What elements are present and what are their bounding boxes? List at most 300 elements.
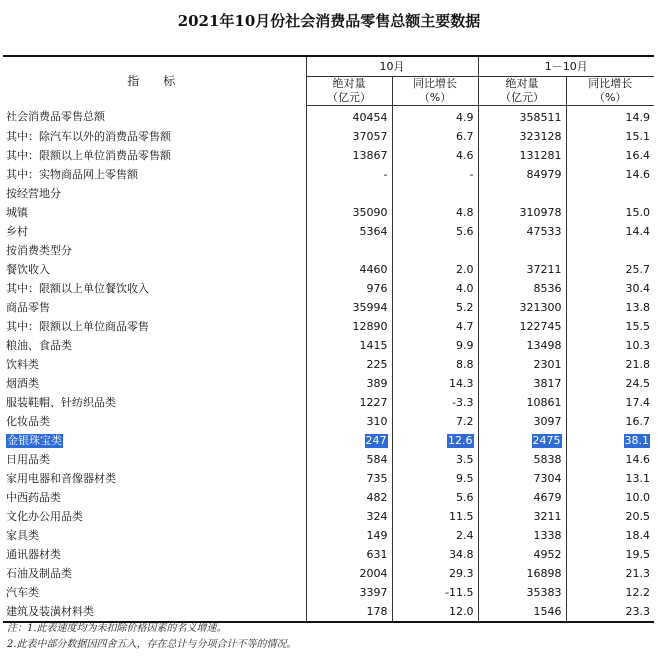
growth-oct-cell [392, 526, 478, 545]
value-oct-cell-value: 225 [366, 357, 388, 371]
growth-ytd-cell-value: 30.4 [625, 281, 650, 295]
table-row [3, 279, 654, 298]
value-oct-cell-value: 584 [366, 452, 388, 466]
value-oct-cell [306, 317, 392, 336]
growth-ytd-cell-value: 14.9 [625, 110, 650, 124]
growth-oct-cell [392, 469, 478, 488]
value-ytd-cell [478, 184, 566, 203]
growth-oct-cell [392, 222, 478, 241]
value-oct-cell-value: 3397 [359, 585, 388, 599]
row-label [3, 545, 306, 564]
growth-ytd-cell [566, 583, 654, 602]
row-label-text: 饮料类 [6, 357, 39, 371]
value-oct-cell [306, 507, 392, 526]
growth-oct-cell [392, 203, 478, 222]
value-ytd-cell [478, 260, 566, 279]
value-ytd-cell-value: 16898 [526, 566, 562, 580]
value-oct-cell-value: 1415 [359, 338, 388, 352]
row-label-text: 文化办公用品类 [6, 509, 83, 523]
row-label [3, 355, 306, 374]
value-oct-cell [306, 393, 392, 412]
row-label [3, 298, 306, 317]
growth-oct-cell-value: 12.0 [449, 604, 474, 618]
value-ytd-cell [478, 165, 566, 184]
growth-ytd-cell [566, 564, 654, 583]
row-label-text: 社会消费品零售总额 [6, 110, 105, 124]
growth-oct-cell-value: 6.7 [456, 129, 474, 143]
value-oct-cell-value: 178 [366, 604, 388, 618]
growth-oct-cell-value: 4.7 [456, 319, 474, 333]
value-oct-cell [306, 488, 392, 507]
value-ytd-cell [478, 298, 566, 317]
value-oct-cell [306, 355, 392, 374]
value-oct-cell-value: 35994 [352, 300, 388, 314]
growth-oct-cell [392, 106, 478, 128]
value-oct-cell [306, 602, 392, 622]
growth-ytd-cell-value: 16.7 [625, 414, 650, 428]
row-label [3, 203, 306, 222]
value-header-unit: （亿元） [500, 91, 544, 104]
table-row [3, 583, 654, 602]
row-label-text: 家用电器和音像器材类 [6, 471, 116, 485]
value-oct-cell [306, 106, 392, 128]
growth-ytd-cell [566, 260, 654, 279]
growth-oct-cell-value: 29.3 [449, 566, 474, 580]
table-row [3, 469, 654, 488]
value-header-oct [306, 77, 392, 106]
row-label [3, 106, 306, 128]
value-oct-cell [306, 165, 392, 184]
value-oct-cell [306, 127, 392, 146]
value-ytd-cell [478, 106, 566, 128]
value-oct-cell-value: 35090 [352, 205, 388, 219]
value-oct-cell-value: 482 [366, 490, 388, 504]
retail-sales-table [3, 55, 654, 623]
period-jan-oct-header: 1－10月 [478, 56, 654, 77]
growth-oct-cell [392, 298, 478, 317]
growth-ytd-cell-value: 15.1 [625, 129, 650, 143]
growth-oct-cell-value: 9.9 [456, 338, 474, 352]
value-oct-cell-value: 5364 [359, 224, 388, 238]
value-oct-cell [306, 450, 392, 469]
growth-ytd-cell-value: 15.5 [625, 319, 650, 333]
value-ytd-cell [478, 279, 566, 298]
row-label-text: 其中：实物商品网上零售额 [6, 167, 138, 181]
footnote-2: 2.此表中部分数据因四舍五入，存在总计与分项合计不等的情况。 [7, 639, 297, 650]
value-ytd-cell [478, 393, 566, 412]
value-ytd-cell [478, 564, 566, 583]
value-ytd-cell-value: 4952 [533, 547, 562, 561]
growth-ytd-cell-value: 13.8 [625, 300, 650, 314]
growth-oct-cell-value: 2.0 [456, 262, 474, 276]
growth-oct-cell-value: 9.5 [456, 471, 474, 485]
value-oct-cell-value: 631 [366, 547, 388, 561]
value-ytd-cell-value: 8536 [533, 281, 562, 295]
value-oct-cell-value: 149 [366, 528, 388, 542]
value-oct-cell [306, 374, 392, 393]
growth-ytd-cell [566, 106, 654, 128]
growth-header-label: 同比增长 [588, 77, 633, 90]
value-ytd-cell [478, 317, 566, 336]
growth-oct-cell [392, 355, 478, 374]
value-ytd-cell [478, 602, 566, 622]
value-ytd-cell [478, 545, 566, 564]
growth-oct-cell-value: 4.9 [456, 110, 474, 124]
table-row [3, 393, 654, 412]
value-oct-cell-value: 4460 [359, 262, 388, 276]
growth-ytd-cell [566, 412, 654, 431]
row-label-text: 服装鞋帽、针纺织品类 [6, 395, 116, 409]
value-ytd-cell-value: 321300 [519, 300, 562, 314]
growth-oct-cell-value: 34.8 [449, 547, 474, 561]
growth-ytd-cell-value: 12.2 [625, 585, 650, 599]
value-oct-cell [306, 336, 392, 355]
value-oct-cell-value: - [383, 167, 388, 181]
growth-ytd-cell-value: 14.4 [625, 224, 650, 238]
growth-ytd-cell [566, 450, 654, 469]
row-label [3, 450, 306, 469]
growth-ytd-cell [566, 393, 654, 412]
value-ytd-cell-value: 2475 [532, 433, 561, 447]
value-oct-cell [306, 146, 392, 165]
growth-ytd-cell-value: 20.5 [625, 509, 650, 523]
indicator-header: 指 标 [3, 56, 306, 106]
value-ytd-cell-value: 3097 [533, 414, 562, 428]
table-row [3, 127, 654, 146]
value-ytd-cell [478, 488, 566, 507]
value-oct-cell-value: 247 [365, 433, 387, 447]
row-label-text: 建筑及装潢材料类 [6, 604, 94, 618]
row-label-text: 通讯器材类 [6, 547, 61, 561]
footnote-1: 注：1.此表速度均为未扣除价格因素的名义增速。 [7, 623, 227, 634]
row-label-text: 汽车类 [6, 585, 39, 599]
growth-oct-cell [392, 317, 478, 336]
table-row [3, 412, 654, 431]
growth-ytd-cell-value: 21.8 [625, 357, 650, 371]
value-oct-cell [306, 412, 392, 431]
row-label [3, 374, 306, 393]
row-label [3, 602, 306, 622]
growth-oct-cell [392, 488, 478, 507]
value-ytd-cell [478, 431, 566, 450]
value-oct-cell [306, 545, 392, 564]
footnotes [7, 621, 297, 653]
value-oct-cell [306, 260, 392, 279]
row-label [3, 184, 306, 203]
growth-ytd-cell-value: 21.3 [625, 566, 650, 580]
growth-oct-cell [392, 602, 478, 622]
growth-oct-cell-value: -3.3 [452, 395, 474, 409]
value-ytd-cell [478, 203, 566, 222]
row-label [3, 526, 306, 545]
value-ytd-cell-value: 131281 [519, 148, 562, 162]
value-header-label: 绝对量 [505, 77, 539, 90]
table-row [3, 146, 654, 165]
growth-oct-cell [392, 393, 478, 412]
growth-oct-cell-value: 4.8 [456, 205, 474, 219]
value-ytd-cell [478, 469, 566, 488]
growth-oct-cell [392, 336, 478, 355]
growth-oct-cell-value: 4.6 [456, 148, 474, 162]
value-oct-cell [306, 469, 392, 488]
growth-ytd-cell [566, 602, 654, 622]
growth-oct-cell [392, 507, 478, 526]
growth-ytd-cell [566, 507, 654, 526]
value-oct-cell [306, 279, 392, 298]
row-label [3, 431, 306, 450]
table-row [3, 355, 654, 374]
growth-ytd-cell [566, 355, 654, 374]
value-ytd-cell [478, 507, 566, 526]
table-row [3, 298, 654, 317]
value-ytd-cell-value: 3211 [533, 509, 562, 523]
growth-ytd-cell-value: 14.6 [625, 167, 650, 181]
row-label [3, 165, 306, 184]
value-oct-cell [306, 184, 392, 203]
growth-oct-cell [392, 241, 478, 260]
growth-ytd-cell-value: 23.3 [625, 604, 650, 618]
value-ytd-cell [478, 355, 566, 374]
row-label-text: 按消费类型分 [6, 243, 72, 257]
growth-ytd-cell [566, 545, 654, 564]
growth-oct-cell [392, 374, 478, 393]
row-label-text: 按经营地分 [6, 186, 61, 200]
table-row [3, 507, 654, 526]
row-label-text: 其中：限额以上单位餐饮收入 [6, 281, 149, 295]
row-label [3, 279, 306, 298]
value-ytd-cell-value: 310978 [519, 205, 562, 219]
value-ytd-cell [478, 127, 566, 146]
row-label [3, 127, 306, 146]
growth-ytd-cell [566, 317, 654, 336]
value-oct-cell [306, 298, 392, 317]
row-label [3, 583, 306, 602]
table-row [3, 203, 654, 222]
table-row [3, 106, 654, 128]
header-row-periods [3, 56, 654, 77]
growth-oct-cell [392, 431, 478, 450]
growth-oct-cell-value: 2.4 [456, 528, 474, 542]
growth-ytd-cell [566, 488, 654, 507]
table-row [3, 545, 654, 564]
growth-ytd-cell-value: 17.4 [625, 395, 650, 409]
row-label-text: 家具类 [6, 528, 39, 542]
growth-ytd-cell [566, 298, 654, 317]
row-label [3, 241, 306, 260]
growth-ytd-cell [566, 146, 654, 165]
row-label [3, 260, 306, 279]
table-row [3, 336, 654, 355]
growth-oct-cell [392, 184, 478, 203]
growth-ytd-cell [566, 222, 654, 241]
row-label-text: 其中：除汽车以外的消费品零售额 [6, 129, 171, 143]
row-label [3, 507, 306, 526]
row-label-text: 化妆品类 [6, 414, 50, 428]
value-oct-cell-value: 37057 [352, 129, 388, 143]
table-row [3, 184, 654, 203]
value-ytd-cell-value: 122745 [519, 319, 562, 333]
growth-header-label: 同比增长 [413, 77, 457, 90]
value-oct-cell [306, 526, 392, 545]
growth-ytd-cell [566, 336, 654, 355]
growth-ytd-cell-value: 16.4 [625, 148, 650, 162]
growth-ytd-cell [566, 374, 654, 393]
value-ytd-cell-value: 35383 [526, 585, 562, 599]
growth-oct-cell-value: 5.2 [456, 300, 474, 314]
value-oct-cell-value: 40454 [352, 110, 388, 124]
value-ytd-cell [478, 146, 566, 165]
value-ytd-cell [478, 412, 566, 431]
growth-oct-cell-value: - [469, 167, 474, 181]
table-row [3, 165, 654, 184]
growth-ytd-cell [566, 241, 654, 260]
row-label-text: 石油及制品类 [6, 566, 72, 580]
row-label-text: 日用品类 [6, 452, 50, 466]
growth-oct-cell-value: 4.0 [456, 281, 474, 295]
row-label [3, 146, 306, 165]
row-label [3, 317, 306, 336]
value-ytd-cell-value: 1546 [533, 604, 562, 618]
value-ytd-cell-value: 10861 [526, 395, 562, 409]
value-ytd-cell-value: 323128 [519, 129, 562, 143]
table-row [3, 222, 654, 241]
growth-oct-cell-value: 5.6 [456, 490, 474, 504]
row-label-text: 餐饮收入 [6, 262, 50, 276]
growth-oct-cell-value: 3.5 [456, 452, 474, 466]
growth-oct-cell [392, 279, 478, 298]
table-row [3, 317, 654, 336]
row-label-text: 烟酒类 [6, 376, 39, 390]
value-ytd-cell [478, 450, 566, 469]
table-row [3, 526, 654, 545]
row-label-text: 城镇 [6, 205, 28, 219]
value-ytd-cell-value: 84979 [526, 167, 562, 181]
row-label-text: 金银珠宝类 [7, 433, 62, 447]
growth-oct-cell [392, 545, 478, 564]
table-row [3, 602, 654, 622]
table-row [3, 241, 654, 260]
page-title: 2021年10月份社会消费品零售总额主要数据 [177, 12, 481, 30]
growth-ytd-cell-value: 38.1 [624, 433, 649, 447]
growth-oct-cell [392, 260, 478, 279]
growth-oct-cell [392, 165, 478, 184]
growth-oct-cell-value: 14.3 [449, 376, 474, 390]
growth-oct-cell [392, 450, 478, 469]
growth-ytd-cell [566, 165, 654, 184]
row-label-text: 其中：限额以上单位商品零售 [6, 319, 149, 333]
row-label-text: 商品零售 [6, 300, 50, 314]
table-row [3, 431, 654, 450]
value-oct-cell [306, 241, 392, 260]
table-body [3, 106, 654, 623]
value-ytd-cell-value: 1338 [533, 528, 562, 542]
value-oct-cell-value: 1227 [359, 395, 388, 409]
growth-oct-cell-value: 12.6 [448, 433, 473, 447]
value-ytd-cell [478, 526, 566, 545]
value-header-label: 绝对量 [332, 77, 366, 90]
growth-header-ytd [566, 77, 654, 106]
row-label [3, 564, 306, 583]
value-ytd-cell-value: 2301 [533, 357, 562, 371]
table-row [3, 488, 654, 507]
value-oct-cell [306, 431, 392, 450]
value-oct-cell-value: 976 [366, 281, 388, 295]
growth-header-unit: （%） [594, 91, 627, 104]
value-oct-cell-value: 310 [366, 414, 388, 428]
table-row [3, 374, 654, 393]
table-row [3, 564, 654, 583]
growth-oct-cell-value: 5.6 [456, 224, 474, 238]
value-ytd-cell-value: 4679 [533, 490, 562, 504]
growth-ytd-cell [566, 184, 654, 203]
row-label [3, 336, 306, 355]
growth-ytd-cell [566, 526, 654, 545]
growth-ytd-cell-value: 24.5 [625, 376, 650, 390]
growth-header-oct [392, 77, 478, 106]
row-label-text: 粮油、食品类 [6, 338, 72, 352]
value-oct-cell-value: 735 [366, 471, 388, 485]
growth-oct-cell-value: 8.8 [456, 357, 474, 371]
value-oct-cell-value: 324 [366, 509, 388, 523]
growth-ytd-cell [566, 127, 654, 146]
row-label-text: 乡村 [6, 224, 28, 238]
growth-oct-cell-value: 11.5 [449, 509, 474, 523]
value-ytd-cell-value: 47533 [526, 224, 562, 238]
growth-ytd-cell [566, 203, 654, 222]
growth-header-unit: （%） [418, 91, 452, 104]
value-ytd-cell-value: 37211 [526, 262, 562, 276]
row-label-text: 中西药品类 [6, 490, 61, 504]
growth-ytd-cell [566, 431, 654, 450]
growth-oct-cell [392, 146, 478, 165]
value-oct-cell-value: 389 [366, 376, 388, 390]
value-header-unit: （亿元） [327, 91, 371, 104]
growth-oct-cell-value: 7.2 [456, 414, 474, 428]
value-oct-cell-value: 2004 [359, 566, 388, 580]
value-ytd-cell [478, 336, 566, 355]
growth-oct-cell [392, 412, 478, 431]
row-label [3, 222, 306, 241]
row-label-text: 其中：限额以上单位消费品零售额 [6, 148, 171, 162]
growth-ytd-cell-value: 10.3 [625, 338, 650, 352]
growth-ytd-cell-value: 18.4 [625, 528, 650, 542]
growth-oct-cell [392, 127, 478, 146]
value-ytd-cell [478, 583, 566, 602]
table-row [3, 450, 654, 469]
value-ytd-cell [478, 241, 566, 260]
growth-ytd-cell-value: 14.6 [625, 452, 650, 466]
row-label [3, 488, 306, 507]
value-ytd-cell-value: 13498 [526, 338, 562, 352]
growth-ytd-cell-value: 25.7 [625, 262, 650, 276]
value-oct-cell-value: 12890 [352, 319, 388, 333]
row-label [3, 393, 306, 412]
growth-oct-cell [392, 583, 478, 602]
growth-ytd-cell-value: 15.0 [625, 205, 650, 219]
growth-ytd-cell [566, 279, 654, 298]
value-ytd-cell [478, 374, 566, 393]
value-ytd-cell-value: 3817 [533, 376, 562, 390]
growth-ytd-cell-value: 13.1 [625, 471, 650, 485]
value-ytd-cell-value: 5838 [533, 452, 562, 466]
period-october-header: 10月 [306, 56, 478, 77]
value-ytd-cell-value: 7304 [533, 471, 562, 485]
value-oct-cell [306, 203, 392, 222]
value-header-ytd [478, 77, 566, 106]
growth-oct-cell-value: -11.5 [445, 585, 474, 599]
row-label [3, 412, 306, 431]
growth-ytd-cell [566, 469, 654, 488]
